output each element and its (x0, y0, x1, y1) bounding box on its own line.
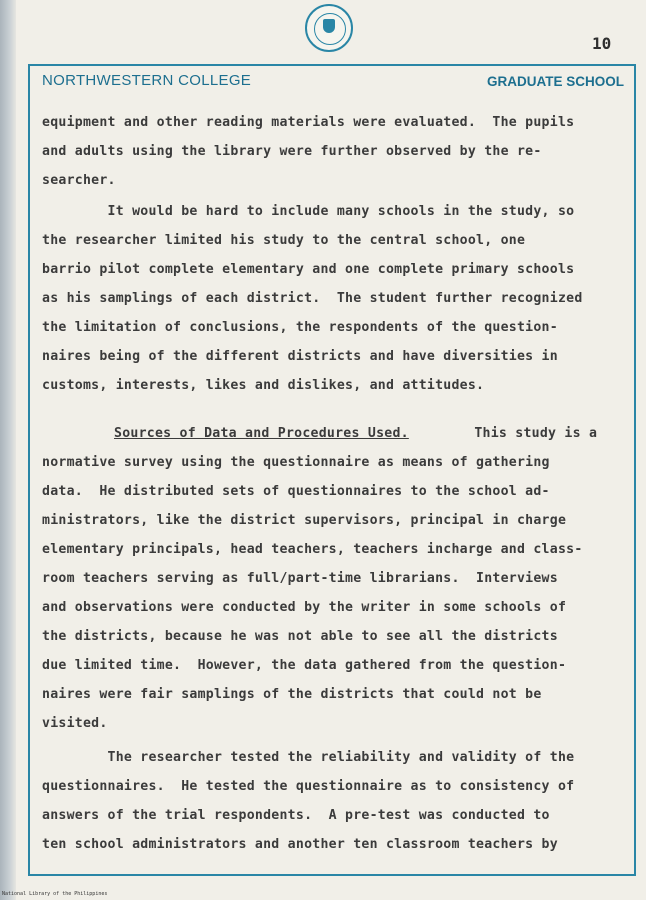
body-line: the researcher limited his study to the central school, one (42, 233, 526, 248)
body-line: The researcher tested the reliability and validity of the (42, 750, 575, 765)
body-line: customs, interests, likes and dislikes, and attitudes. (42, 378, 485, 393)
section-heading-continuation: This study is a (408, 426, 598, 441)
body-line: visited. (42, 716, 108, 731)
body-line: the limitation of conclusions, the respondents of the question- (42, 320, 558, 335)
college-name: NORTHWESTERN COLLEGE (42, 72, 252, 89)
body-line: elementary principals, head teachers, teachers incharge and class- (42, 542, 583, 557)
body-line: the districts, because he was not able to see all the districts (42, 629, 558, 644)
body-line: It would be hard to include many schools in the study, so (42, 204, 575, 219)
archive-footer: National Library of the Philippines (2, 891, 108, 897)
body-line: naires were fair samplings of the districts that could not be (42, 687, 542, 702)
section-heading: Sources of Data and Procedures Used. (114, 426, 409, 441)
school-name: GRADUATE SCHOOL (487, 74, 624, 89)
body-line: normative survey using the questionnaire as means of gathering (42, 455, 550, 470)
binding-edge (0, 0, 16, 900)
body-line: due limited time. However, the data gathered from the question- (42, 658, 567, 673)
body-line: searcher. (42, 173, 116, 188)
body-line: room teachers serving as full/part-time librarians. Interviews (42, 571, 558, 586)
college-seal (305, 4, 353, 52)
body-line: and observations were conducted by the writer in some schools of (42, 600, 567, 615)
body-line: ministrators, like the district supervisors, principal in charge (42, 513, 567, 528)
body-line: data. He distributed sets of questionnaires to the school ad- (42, 484, 550, 499)
body-line: as his samplings of each district. The student further recognized (42, 291, 583, 306)
section-heading-line (42, 426, 597, 441)
page-number: 10 (592, 34, 612, 53)
body-line: answers of the trial respondents. A pre-test was conducted to (42, 808, 550, 823)
body-line: naires being of the different districts and have diversities in (42, 349, 558, 364)
body-line: questionnaires. He tested the questionnaire as to consistency of (42, 779, 575, 794)
body-line: and adults using the library were further observed by the re- (42, 144, 542, 159)
body-line: equipment and other reading materials were evaluated. The pupils (42, 115, 575, 130)
body-line: barrio pilot complete elementary and one complete primary schools (42, 262, 575, 277)
body-line: ten school administrators and another ten classroom teachers by (42, 837, 558, 852)
seal-emblem (323, 19, 335, 33)
